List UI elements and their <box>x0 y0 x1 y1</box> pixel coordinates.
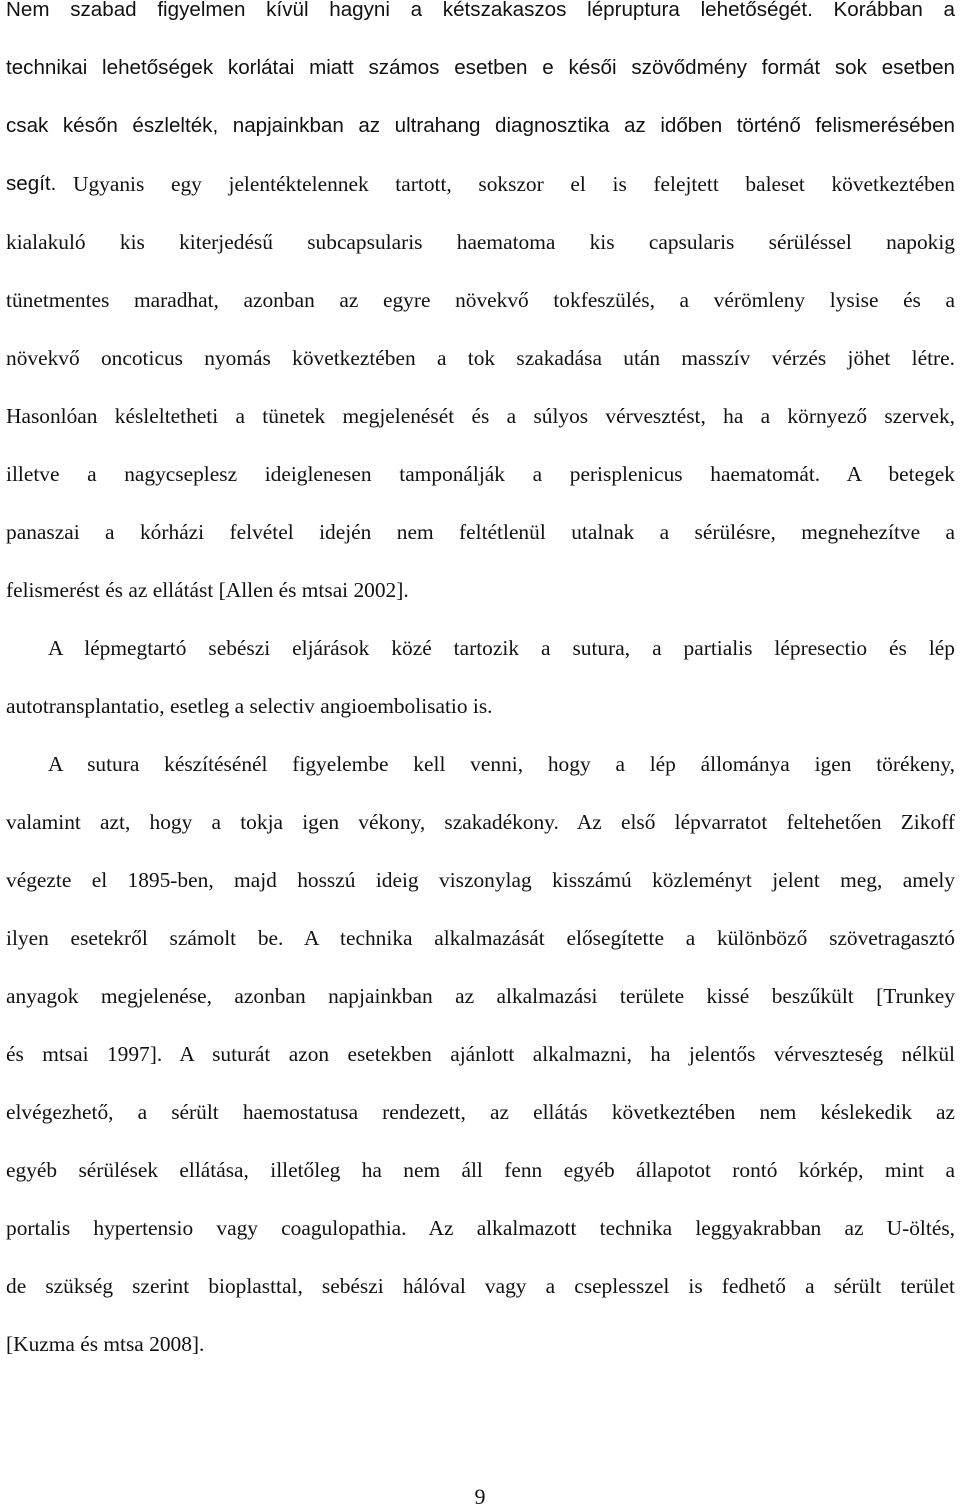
text-line: felismerést és az ellátást [Allen és mtsai 2002]. <box>6 578 409 602</box>
text-line: tünetmentes maradhat, azonban az egyre növekvő tokfeszülés, a vérömleny lysise és a <box>6 288 955 312</box>
text-line: anyagok megjelenése, azonban napjainkban az alkalmazási területe kissé beszűkült [Trunkey <box>6 984 955 1008</box>
text-line: kialakuló kis kiterjedésű subcapsularis haematoma kis capsularis sérüléssel napokig <box>6 230 955 254</box>
text-line: és mtsai 1997]. A suturát azon esetekben ajánlott alkalmazni, ha jelentős vérveszteség nélkül <box>6 1042 955 1066</box>
text-line: elvégezhető, a sérült haemostatusa rendezett, az ellátás következtében nem késlekedik az <box>6 1100 955 1124</box>
text-line: panaszai a kórházi felvétel idején nem feltétlenül utalnak a sérülésre, megnehezítve a <box>6 520 955 544</box>
text-line: A lépmegtartó sebészi eljárások közé tartozik a sutura, a partialis lépresectio és lép <box>48 636 955 660</box>
text-line: de szükség szerint bioplasttal, sebészi hálóval vagy a cseplesszel is fedhető a sérült terület <box>6 1274 955 1298</box>
text-line: Nem szabad figyelmen kívül hagyni a kétszakaszos lépruptura lehetőségét. Korábban a <box>6 0 955 21</box>
text-line: Ugyanis egy jelentéktelennek tartott, sokszor el is felejtett baleset következtében <box>73 172 955 196</box>
text-line: technikai lehetőségek korlátai miatt számos esetben e késői szövődmény formát sok esetben <box>6 56 955 79</box>
text-line: növekvő oncoticus nyomás következtében a tok szakadása után masszív vérzés jöhet létre. <box>6 346 955 370</box>
text-line: segít. <box>6 172 57 195</box>
text-line: csak későn észlelték, napjainkban az ultrahang diagnosztika az időben történő felismerésében <box>6 114 955 137</box>
text-line: [Kuzma és mtsa 2008]. <box>6 1332 205 1356</box>
text-line: portalis hypertensio vagy coagulopathia. Az alkalmazott technika leggyakrabban az U-öltés, <box>6 1216 955 1240</box>
text-line: egyéb sérülések ellátása, illetőleg ha nem áll fenn egyéb állapotot rontó kórkép, mint a <box>6 1158 955 1182</box>
text-line: ilyen esetekről számolt be. A technika alkalmazását elősegítette a különböző szövetragasztó <box>6 926 955 950</box>
text-line: illetve a nagycseplesz ideiglenesen tamponálják a perisplenicus haematomát. A betegek <box>6 462 955 486</box>
text-line: autotransplantatio, esetleg a selectiv angioembolisatio is. <box>6 694 493 718</box>
text-line: A sutura készítésénél figyelembe kell venni, hogy a lép állománya igen törékeny, <box>48 752 955 776</box>
text-line: végezte el 1895-ben, majd hosszú ideig viszonylag kisszámú közleményt jelent meg, amely <box>6 868 955 892</box>
text-line: Hasonlóan késleltetheti a tünetek megjelenését és a súlyos vérvesztést, ha a környező szervek, <box>6 404 955 428</box>
page-number: 9 <box>474 1484 486 1509</box>
text-line: valamint azt, hogy a tokja igen vékony, szakadékony. Az első lépvarratot feltehetően Zikoff <box>6 810 955 834</box>
